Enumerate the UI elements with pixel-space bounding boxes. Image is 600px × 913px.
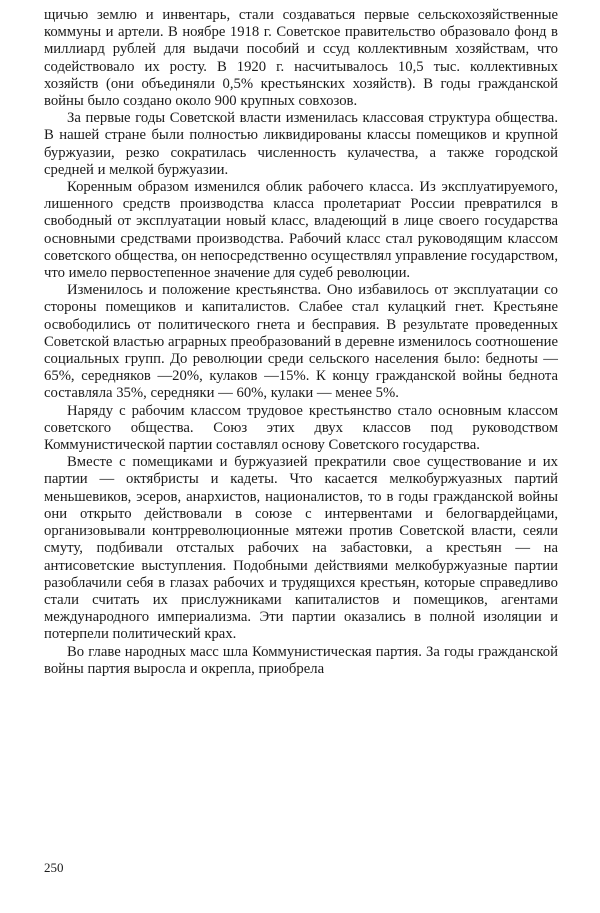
paragraph-collective-farms: щичью землю и инвентарь, стали создаваться первые сельскохозяйственные коммуны и артели. В ноябре 1918 г. Советское правительство образовало фонд в миллиард рублей для выдачи пособий и ссуд коллективным хозяйствам, что содействовало их росту. В 1920 г. насчитывалось 10,5 тыс. коллективных хозяйств (они объединяли 0,5% крестьянских хозяйств). В годы гражданской войны было создано около 900 крупных совхозов.	[44, 7, 558, 110]
paragraph-class-union: Наряду с рабочим классом трудовое крестьянство стало основным классом советского общества. Союз этих двух классов под руководством Коммунистической партии составлял основу Советского государства.	[44, 402, 558, 454]
paragraph-parties: Вместе с помещиками и буржуазией прекратили свое существование и их партии — октябристы и кадеты. Что касается мелкобуржуазных партий меньшевиков, эсеров, анархистов, националистов, то в годы гражданской войны они открыто действовали в союзе с интервентами и белогвардейцами, организовывали контрреволюционные мятежи против Советской власти, сеяли смуту, подбивали отсталых рабочих на забастовки, а крестьян — на антисоветские выступления. Подобными действиями мелкобуржуазные партии разоблачили себя в глазах рабочих и трудящихся крестьян, которые справедливо стали считать их прислужниками капиталистов и помещиков, агентами международного империализма. Эти партии оказались в полной изоляции и потерпели политический крах.	[44, 454, 558, 643]
paragraph-peasantry: Изменилось и положение крестьянства. Оно избавилось от эксплуатации со стороны помещиков и капиталистов. Слабее стал кулацкий гнет. Крестьяне освободились от политического гнета и бесправия. В результате проведенных Советской властью аграрных преобразований в деревне изменилось соотношение социальных групп. До революции среди сельского населения было: бедноты —65%, середняков —20%, кулаков —15%. К концу гражданской войны беднота составляла 35%, середняки — 60%, кулаки — менее 5%.	[44, 282, 558, 402]
paragraph-class-structure: За первые годы Советской власти изменилась классовая структура общества. В нашей стране были полностью ликвидированы классы помещиков и крупной буржуазии, резко сократилась численность кулачества, а также городской средней и мелкой буржуазии.	[44, 110, 558, 178]
body-text	[44, 7, 558, 678]
page-number: 250	[44, 860, 64, 875]
paragraph-communist-party: Во главе народных масс шла Коммунистическая партия. За годы гражданской войны партия выросла и окрепла, приобрела	[44, 643, 558, 677]
paragraph-working-class: Коренным образом изменился облик рабочего класса. Из эксплуатируемого, лишенного средств производства класса пролетариат России превратился в свободный от эксплуатации новый класс, владеющий в лице своего государства основными средствами производства. Рабочий класс стал руководящим классом советского общества, он непосредственно осуществлял управление государством, что имело первостепенное значение для судеб революции.	[44, 179, 558, 282]
